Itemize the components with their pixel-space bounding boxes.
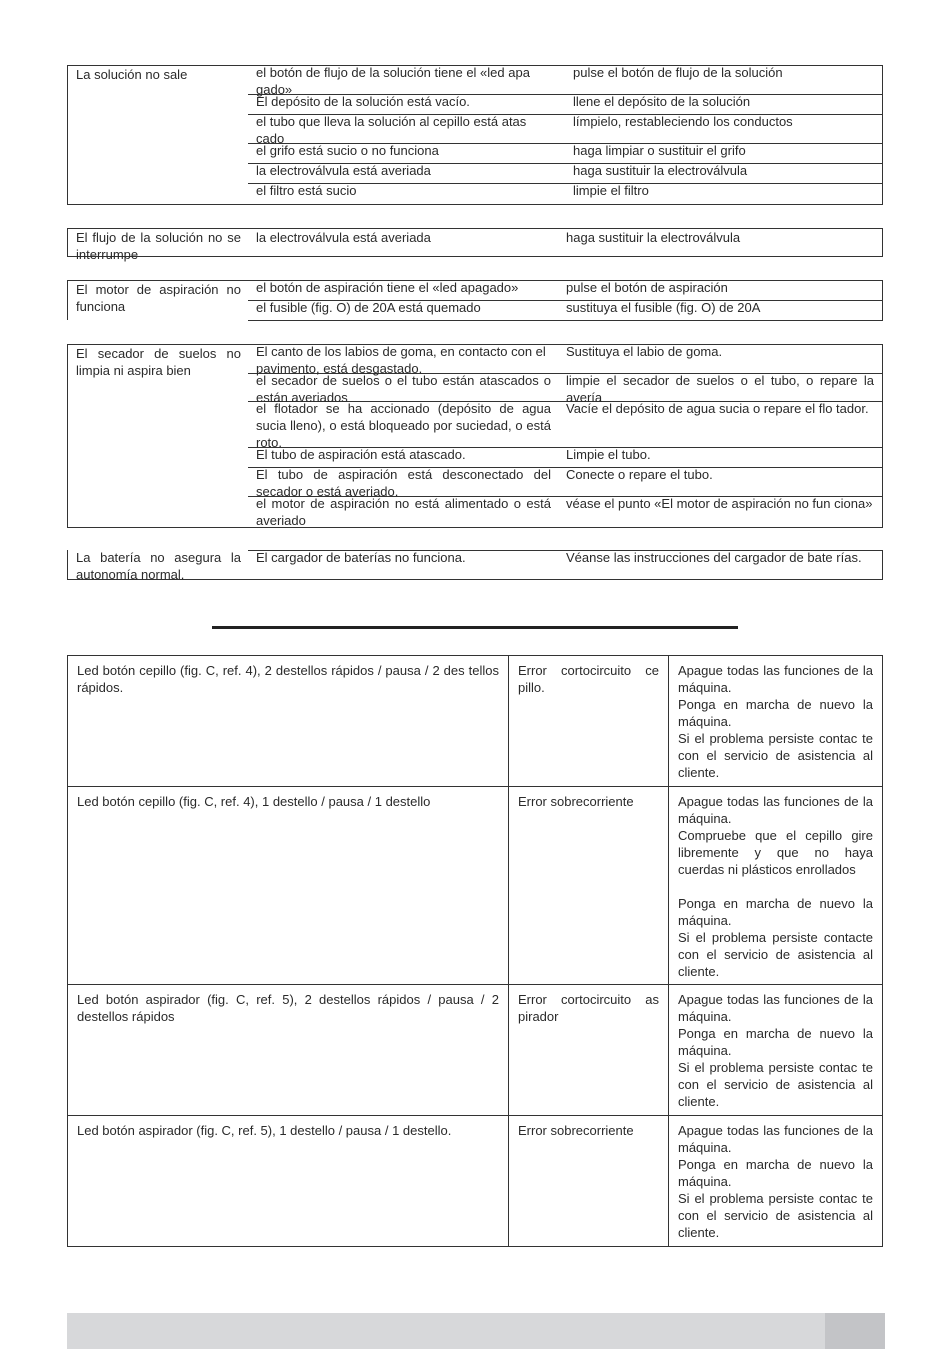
remedy-cell: véase el punto «El motor de aspiración no fun ciona» (566, 496, 873, 511)
section-separator (212, 626, 738, 629)
remedy-cell: haga sustituir la electroválvula (566, 230, 741, 245)
remedy-cell: llene el depósito de la solución (573, 94, 751, 109)
action-line (678, 878, 873, 895)
cause-cell: la electroválvula está averiada (256, 230, 431, 245)
action-line: Ponga en marcha de nuevo la máquina. (678, 1026, 873, 1058)
trouble-group-suction-motor (67, 280, 883, 320)
action-line: Si el problema persiste contac te con el servicio de asistencia al cliente. (678, 1060, 873, 1109)
trouble-row (248, 301, 883, 321)
error-row (68, 985, 883, 1116)
cause-cell: El tubo de aspiración está desconectado del secador o está averiado. (256, 467, 551, 499)
trouble-row (248, 448, 883, 468)
remedy-cell: Conecte o repare el tubo. (566, 467, 713, 482)
trouble-row (248, 402, 883, 448)
cause-cell: el grifo está sucio o no funciona (256, 143, 439, 158)
problem-cell: El secador de suelos no limpia ni aspira bien (76, 346, 241, 378)
cause-cell: el motor de aspiración no está alimentado o está averiado (256, 496, 551, 528)
cause-cell: el filtro está sucio (256, 183, 357, 198)
action-line: Si el problema persiste contacte con el servicio de asistencia al cliente. (678, 930, 873, 979)
trouble-row (248, 115, 883, 144)
action-line: Si el problema persiste contac te con el servicio de asistencia al cliente. (678, 1191, 873, 1240)
trouble-row (248, 497, 883, 526)
trouble-group-battery (67, 550, 883, 580)
error-cell: Error cortocircuito as pirador (509, 985, 669, 1116)
problem-cell: El motor de aspiración no funciona (76, 282, 241, 314)
remedy-cell: Sustituya el labio de goma. (566, 344, 723, 359)
problem-cell: El flujo de la solución no se interrumpe (76, 230, 241, 262)
cause-cell: la electroválvula está averiada (256, 163, 431, 178)
error-row (68, 1116, 883, 1247)
remedy-cell: haga limpiar o sustituir el grifo (573, 143, 746, 158)
signal-cell: Led botón cepillo (fig. C, ref. 4), 2 destellos rápidos / pausa / 2 des tellos rápidos. (68, 656, 509, 787)
cause-cell: el tubo que lleva la solución al cepillo está atas cado (256, 114, 527, 146)
trouble-row (248, 184, 883, 203)
signal-cell: Led botón aspirador (fig. C, ref. 5), 2 destellos rápidos / pausa / 2 destellos rápidos (68, 985, 509, 1116)
remedy-cell: limpie el secador de suelos o el tubo, o repare la avería (566, 373, 874, 405)
error-row (68, 656, 883, 787)
remedy-cell: Limpie el tubo. (566, 447, 651, 462)
cause-cell: el botón de flujo de la solución tiene el «led apa gado» (256, 65, 530, 97)
error-cell: Error cortocircuito ce pillo. (509, 656, 669, 787)
action-line: Apague todas las funciones de la máquina. (678, 794, 873, 826)
error-codes-table (67, 655, 883, 1247)
page-footer-bar (67, 1313, 885, 1349)
action-line: Ponga en marcha de nuevo la máquina. (678, 896, 873, 928)
problem-cell: La solución no sale (76, 67, 188, 82)
cause-cell: el botón de aspiración tiene el «led apagado» (256, 280, 519, 295)
signal-cell: Led botón cepillo (fig. C, ref. 4), 1 destello / pausa / 1 destello (68, 787, 509, 985)
trouble-row (248, 164, 883, 184)
trouble-row (248, 66, 883, 95)
remedy-cell: sustituya el fusible (fig. O) de 20A (566, 300, 761, 315)
action-line: Compruebe que el cepillo gire libremente y que no haya cuerdas ni plásticos enrollados (678, 828, 873, 877)
error-cell: Error sobrecorriente (509, 1116, 669, 1247)
action-cell (669, 985, 883, 1116)
cause-cell: el fusible (fig. O) de 20A está quemado (256, 300, 481, 315)
action-cell (669, 1116, 883, 1247)
group-right-border (882, 229, 883, 256)
action-line: Ponga en marcha de nuevo la máquina. (678, 697, 873, 729)
action-cell (669, 787, 883, 985)
problem-cell: La batería no asegura la autonomía normal. (76, 550, 241, 582)
remedy-cell: Véanse las instrucciones del cargador de bate rías. (566, 550, 862, 565)
remedy-cell: pulse el botón de flujo de la solución (573, 65, 783, 80)
cause-cell: el flotador se ha accionado (depósito de agua sucia lleno), o está bloqueado por suciedad, o está roto. (256, 401, 551, 450)
trouble-row (248, 95, 883, 115)
trouble-row (248, 468, 883, 497)
action-line: Apague todas las funciones de la máquina. (678, 1123, 873, 1155)
action-line: Apague todas las funciones de la máquina. (678, 663, 873, 695)
trouble-group-squeegee (67, 344, 883, 528)
cause-cell: El depósito de la solución está vacío. (256, 94, 470, 109)
remedy-cell: limpie el filtro (573, 183, 649, 198)
action-line: Apague todas las funciones de la máquina. (678, 992, 873, 1024)
cause-cell: El tubo de aspiración está atascado. (256, 447, 466, 462)
cause-cell: El canto de los labios de goma, en contacto con el pavimento, está desgastado. (256, 344, 546, 376)
trouble-row (248, 281, 883, 301)
signal-cell: Led botón aspirador (fig. C, ref. 5), 1 destello / pausa / 1 destello. (68, 1116, 509, 1247)
remedy-cell: haga sustituir la electroválvula (573, 163, 748, 178)
error-row (68, 787, 883, 985)
page-number-box (825, 1313, 885, 1349)
error-cell: Error sobrecorriente (509, 787, 669, 985)
cause-cell: el secador de suelos o el tubo están atascados o están averiados (256, 373, 551, 405)
action-line: Ponga en marcha de nuevo la máquina. (678, 1157, 873, 1189)
trouble-row (248, 144, 883, 164)
remedy-cell: Vacíe el depósito de agua sucia o repare el flo tador. (566, 401, 869, 416)
trouble-group-flow-not-stopping (67, 228, 883, 262)
trouble-row (248, 345, 883, 374)
remedy-cell: límpielo, restableciendo los conductos (573, 114, 793, 129)
trouble-group-no-solution (67, 65, 883, 205)
action-cell (669, 656, 883, 787)
trouble-row (248, 373, 883, 405)
group-right-border (882, 550, 883, 579)
action-line: Si el problema persiste contac te con el servicio de asistencia al cliente. (678, 731, 873, 780)
remedy-cell: pulse el botón de aspiración (566, 280, 728, 295)
cause-cell: El cargador de baterías no funciona. (256, 550, 466, 565)
